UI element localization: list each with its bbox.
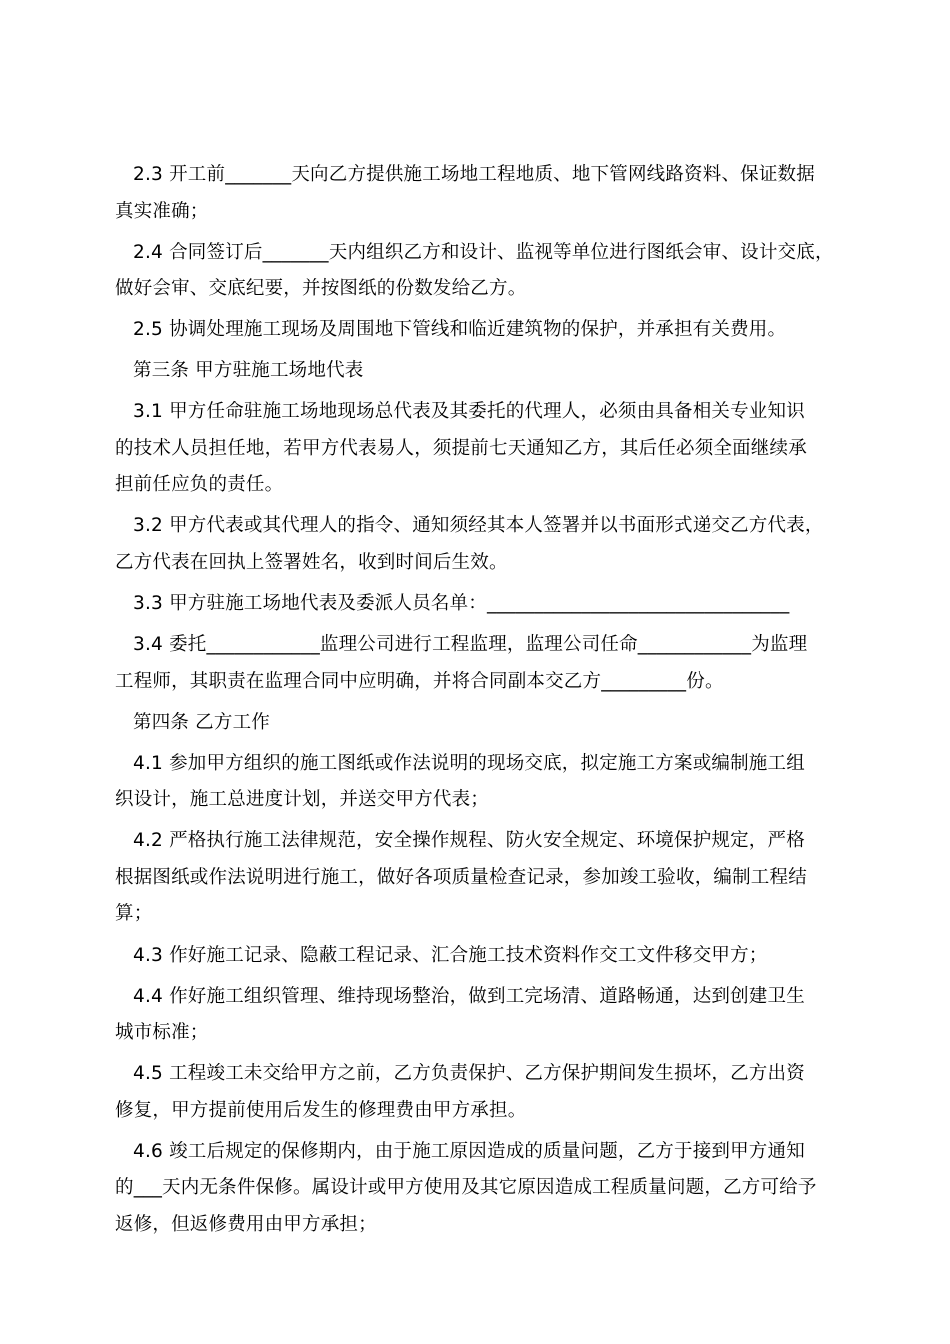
- paragraph-line: 乙方代表在回执上签署姓名，收到时间后生效。: [115, 551, 508, 573]
- section-heading: [115, 353, 845, 390]
- clause-paragraph: [115, 312, 845, 349]
- paragraph-line: 根据图纸或作法说明进行施工，做好各项质量检查记录，参加竣工验收，编制工程结: [115, 866, 807, 888]
- clause-paragraph: [115, 938, 845, 975]
- paragraph-line: 织设计，施工总进度计划，并送交甲方代表；: [115, 789, 490, 811]
- clause-paragraph: [115, 508, 845, 581]
- clause-paragraph: [115, 746, 845, 819]
- paragraph-line: 返修，但返修费用由甲方承担；: [115, 1213, 377, 1235]
- heading-line: 第三条 甲方驻施工场地代表: [133, 360, 364, 382]
- paragraph-line: 3.1 甲方任命驻施工场地现场总代表及其委托的代理人，必须由具备相关专业知识: [133, 401, 805, 423]
- paragraph-line: 2.4 合同签订后_______天内组织乙方和设计、监视等单位进行图纸会审、设计交底，: [133, 241, 834, 263]
- paragraph-line: 算；: [115, 903, 153, 925]
- clause-paragraph: [115, 394, 845, 504]
- paragraph-line: 2.3 开工前_______天向乙方提供施工场地工程地质、地下管网线路资料、保证数据: [133, 164, 815, 185]
- paragraph-line: 修复，甲方提前使用后发生的修理费由甲方承担。: [115, 1099, 527, 1121]
- paragraph-line: 的___天内无条件保修。属设计或甲方使用及其它原因造成工程质量问题，乙方可给予: [115, 1177, 817, 1199]
- paragraph-line: 真实准确；: [115, 200, 209, 222]
- clause-paragraph: [115, 235, 845, 308]
- paragraph-line: 的技术人员担任地，若甲方代表易人，须提前七天通知乙方，其后任必须全面继续承: [115, 437, 807, 459]
- paragraph-line: 3.2 甲方代表或其代理人的指令、通知须经其本人签署并以书面形式递交乙方代表，: [133, 515, 824, 537]
- document-body: [115, 157, 845, 1243]
- section-heading: [115, 705, 845, 742]
- paragraph-line: 3.3 甲方驻施工场地代表及委派人员名单：________________________________: [133, 593, 790, 615]
- clause-paragraph: [115, 627, 845, 700]
- paragraph-line: 4.3 作好施工记录、隐蔽工程记录、汇合施工技术资料作交工文件移交甲方；: [133, 944, 768, 966]
- paragraph-line: 担前任应负的责任。: [115, 474, 284, 496]
- clause-paragraph: [115, 586, 845, 623]
- clause-paragraph: [115, 979, 845, 1052]
- clause-paragraph: [115, 1134, 845, 1244]
- paragraph-line: 4.5 工程竣工未交给甲方之前，乙方负责保护、乙方保护期间发生损坏，乙方出资: [133, 1063, 805, 1085]
- clause-paragraph: [115, 157, 845, 230]
- clause-paragraph: [115, 823, 845, 933]
- paragraph-line: 做好会审、交底纪要，并按图纸的份数发给乙方。: [115, 278, 527, 300]
- paragraph-line: 4.2 严格执行施工法律规范，安全操作规程、防火安全规定、环境保护规定，严格: [133, 830, 805, 852]
- paragraph-line: 4.1 参加甲方组织的施工图纸或作法说明的现场交底，拟定施工方案或编制施工组: [133, 752, 805, 774]
- paragraph-line: 4.4 作好施工组织管理、维持现场整治，做到工完场清、道路畅通，达到创建卫生: [133, 985, 805, 1007]
- paragraph-line: 工程师，其职责在监理合同中应明确，并将合同副本交乙方_________份。: [115, 670, 724, 692]
- clause-paragraph: [115, 1056, 845, 1129]
- paragraph-line: 4.6 竣工后规定的保修期内，由于施工原因造成的质量问题，乙方于接到甲方通知: [133, 1140, 805, 1162]
- paragraph-line: 城市标准；: [115, 1022, 209, 1044]
- paragraph-line: 3.4 委托____________监理公司进行工程监理，监理公司任命____________为监理: [133, 634, 808, 656]
- heading-line: 第四条 乙方工作: [133, 711, 270, 733]
- paragraph-line: 2.5 协调处理施工现场及周围地下管线和临近建筑物的保护，并承担有关费用。: [133, 319, 787, 341]
